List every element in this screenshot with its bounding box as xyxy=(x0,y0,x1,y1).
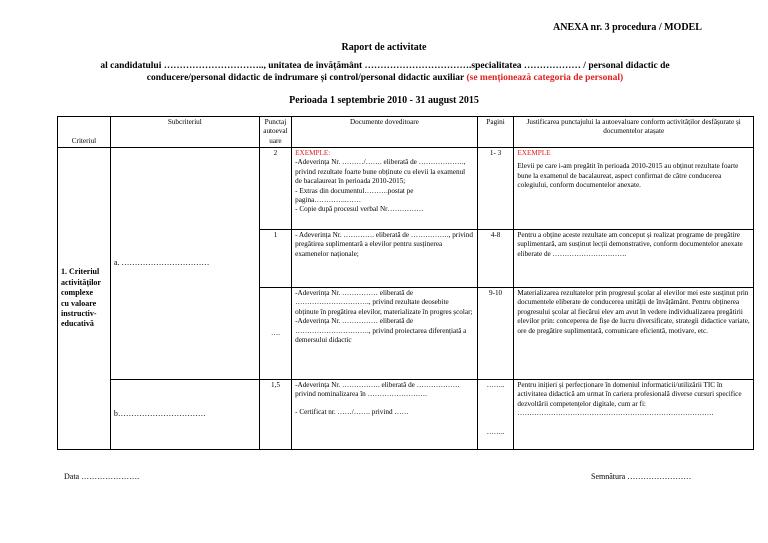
subcriterion-b-cell xyxy=(110,380,259,450)
personnel-category-line xyxy=(40,73,730,83)
score-cell: …. xyxy=(259,288,291,380)
pages-cell: 1- 3 xyxy=(477,148,514,230)
page-title: Raport de activitate xyxy=(341,42,427,53)
criterion-line: educativă xyxy=(61,319,94,329)
subcriterion-a: a. …………………………… xyxy=(113,258,210,268)
personnel-category-text: conducere/personal didactic de îndrumare și control/personal didactic auxiliar xyxy=(146,73,465,83)
justification-text: Elevii pe care i-am pregătit în perioada 2010-2015 au obținut rezultate foarte bune la examenul de bacalaureat, aspect confirmat de către conducerea colegiului, conform documentelor anexate. xyxy=(517,162,739,190)
header-criteriul: Criteriul xyxy=(58,117,111,148)
justification-text: Pentru a obține aceste rezultate am conceput și realizat programe de pregătire suplimentară, am susținut lecții demonstrative, conform documentelor anexate eliberate de …………………………. xyxy=(517,231,743,258)
header-pagini: Pagini xyxy=(477,117,514,148)
subcriterion-b: b…………………………… xyxy=(113,409,206,419)
justification-cell xyxy=(514,380,754,450)
activity-table xyxy=(57,116,754,450)
document-entry: -Adeverința Nr. ……………. eliberată de ……………… privind nominalizarea în ……………………. xyxy=(295,381,460,399)
header-documente: Documente doveditoare xyxy=(292,117,478,148)
document-entry: -Adeverința Nr. …………… eliberată de …………………………., privind proiectarea diferențiată a demersului didactic xyxy=(295,317,467,344)
document-entry: - Certificat nr. ……/……. privind …… xyxy=(295,407,409,416)
signature-field: Semnătura …………………… xyxy=(591,472,692,481)
score-cell: 1 xyxy=(259,230,291,288)
document-entry: - Adeverința Nr. …………. eliberată de ……………., privind pregătirea suplimentară a elevilor pentru susținerea examenelor naționale; xyxy=(295,231,473,258)
criterion-line: 1. Criteriul xyxy=(61,267,100,277)
justification-cell xyxy=(514,230,754,288)
table-row xyxy=(58,380,754,450)
document-entry: -Adeverința Nr. ………/……. eliberată de ………………., privind rezultate foarte bune obținute cu elevii la examenul de bacalaureat în perioada 2010-2015; xyxy=(295,158,466,186)
pages-cell xyxy=(477,380,514,450)
criterion-cell xyxy=(58,148,111,450)
documents-cell xyxy=(292,148,478,230)
header-punctaj: Punctaj autoeval uare xyxy=(259,117,291,148)
document-entry: -Adeverința Nr. …………… eliberată de …………………………., privind rezultate deosebite obținute în pregătirea elevilor, materializate în progres școlar; xyxy=(295,289,473,316)
justification-text: Pentru inițieri și perfecționare în domeniul informaticii/utilizării TIC în activitatea didactică am urmat în cariera profesională diverse cursuri specifice dezvoltării competențelor digitale, cum ar fi: ………………………………………………………………………. xyxy=(517,381,742,418)
table-row xyxy=(58,148,754,230)
header-subcriteriul: Subcriteriul xyxy=(110,117,259,148)
examples-label: EXEMPLE xyxy=(517,149,551,158)
header-justificarea: Justificarea punctajului la autoevaluare conform activităților desfășurate și documentelor atașate xyxy=(514,117,754,148)
documents-cell xyxy=(292,230,478,288)
justification-cell xyxy=(514,148,754,230)
period-title: Perioada 1 septembrie 2010 - 31 august 2015 xyxy=(289,95,479,106)
pages-cell: 9-10 xyxy=(477,288,514,380)
criterion-line: cu valoare xyxy=(61,298,97,308)
annex-label: ANEXA nr. 3 procedura / MODEL xyxy=(553,22,702,33)
table-header-row xyxy=(58,117,754,148)
candidate-line: al candidatului ………………………….., unitatea de învățământ …………………………….specialitatea ……………… / personal didactic de xyxy=(100,61,670,71)
criterion-line: instructiv- xyxy=(61,308,97,318)
pages-cell: 4-8 xyxy=(477,230,514,288)
document-entry: - Copie după procesul verbal Nr…………… xyxy=(295,205,424,214)
justification-text: Materializarea rezultatelor prin progresul școlar al elevilor mei este susținut prin documentele eliberate de conducerea unității de învățământ. Pentru obținerea progresului școlar al fiecărui elev am avut în vedere individualizarea pregătirii elevilor prin: conceperea de fișe de lucru diversificate, strategii didactice variate, ore de pregătire suplimentară, comunicare eficientă, motivare, etc. xyxy=(517,289,750,335)
justification-cell xyxy=(514,288,754,380)
date-field: Data …………………. xyxy=(64,472,140,481)
documents-cell xyxy=(292,380,478,450)
category-note: (se menționează categoria de personal) xyxy=(466,73,624,83)
examples-label: EXEMPLE: xyxy=(295,149,331,158)
criterion-line: complexe xyxy=(61,288,93,298)
criterion-line: activităților xyxy=(61,277,101,287)
document-entry: - Extras din documentul……….postat pe pagina…………..…… xyxy=(295,186,414,204)
subcriterion-a-cell xyxy=(110,148,259,380)
score-cell: 1,5 xyxy=(259,380,291,450)
pages-value: …….. xyxy=(486,428,505,437)
pages-value: …….. xyxy=(486,381,505,390)
score-cell: 2 xyxy=(259,148,291,230)
documents-cell xyxy=(292,288,478,380)
